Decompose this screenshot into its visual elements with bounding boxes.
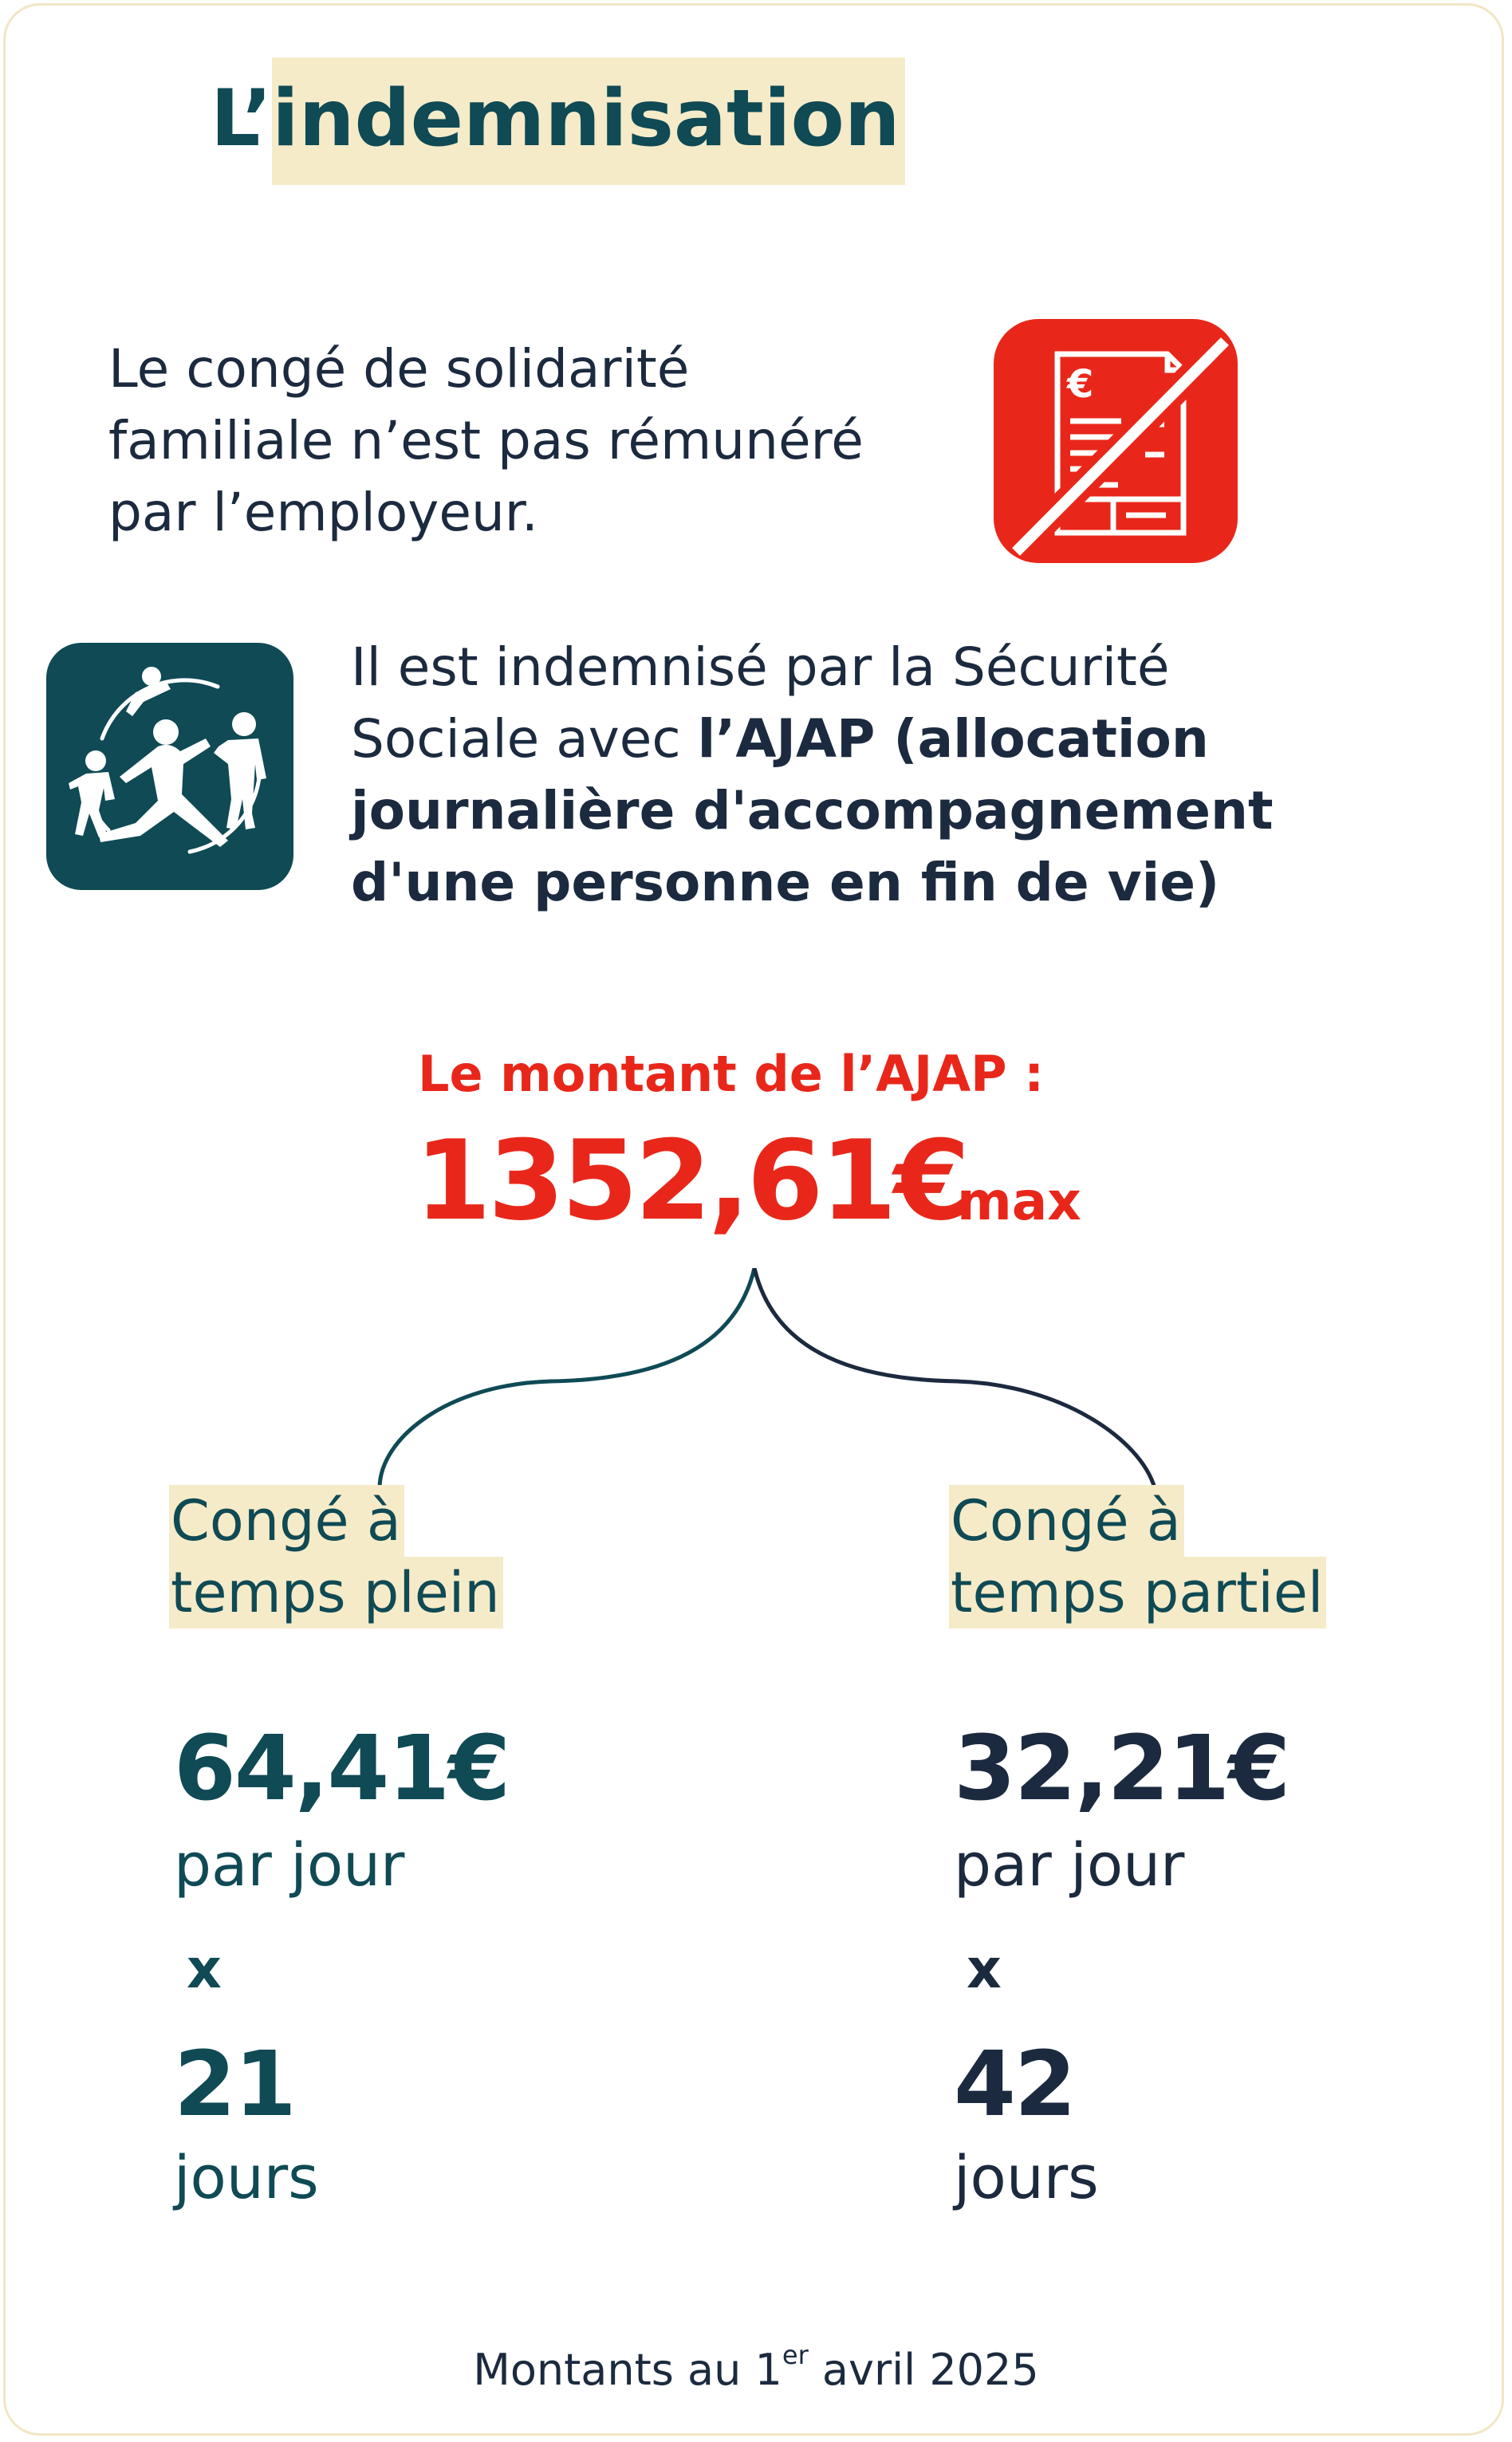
compensation-line bbox=[351, 775, 1412, 847]
full-time-days-label: jours bbox=[174, 2144, 319, 2212]
intro-line: par l’employeur. bbox=[108, 482, 538, 543]
part-time-times: x bbox=[967, 1938, 1002, 2001]
svg-text:€: € bbox=[1067, 362, 1094, 407]
amount-suffix: max bbox=[957, 1171, 1081, 1232]
compensation-line: Il est indemnisé par la Sécurité bbox=[351, 636, 1170, 698]
full-time-daily-amount: 64,41€ bbox=[174, 1717, 510, 1821]
full-time-label-line1: Congé à bbox=[169, 1485, 404, 1557]
footer-suffix: avril 2025 bbox=[808, 2345, 1039, 2395]
page-title bbox=[211, 73, 905, 164]
part-time-days: 42 bbox=[954, 2033, 1075, 2137]
part-time-label-line2: temps partiel bbox=[949, 1557, 1326, 1629]
part-time-daily-amount: 32,21€ bbox=[954, 1717, 1290, 1821]
footer-note bbox=[0, 2340, 1512, 2395]
full-time-label-line2: temps plein bbox=[169, 1557, 503, 1629]
intro-line: familiale n’est pas rémunéré bbox=[108, 410, 864, 471]
part-time-label-line1: Congé à bbox=[949, 1485, 1184, 1557]
part-time-per-day: par jour bbox=[954, 1831, 1185, 1900]
ajap-bold-text: journalière d'accompagnement bbox=[351, 780, 1274, 841]
part-time-label bbox=[949, 1485, 1326, 1629]
split-brace-connector bbox=[359, 1268, 1172, 1507]
compensation-paragraph bbox=[351, 632, 1412, 919]
crossed-payslip-euro-icon bbox=[994, 319, 1238, 563]
compensation-regular-text: Sociale avec bbox=[351, 708, 698, 770]
compensation-line bbox=[351, 703, 1412, 775]
footer-prefix: Montants au 1 bbox=[473, 2345, 782, 2395]
family-caf-logo-icon bbox=[46, 643, 293, 890]
intro-paragraph bbox=[108, 333, 978, 549]
intro-line: Le congé de solidarité bbox=[108, 338, 690, 400]
full-time-days: 21 bbox=[174, 2033, 295, 2137]
full-time-per-day: par jour bbox=[174, 1831, 405, 1900]
ajap-bold-text: l’AJAP (allocation bbox=[697, 708, 1209, 770]
amount-label: Le montant de l’AJAP : bbox=[418, 1045, 1044, 1103]
part-time-days-label: jours bbox=[954, 2144, 1099, 2212]
footer-superscript: er bbox=[782, 2340, 809, 2370]
compensation-line bbox=[351, 847, 1412, 919]
ajap-bold-text: d'une personne en fin de vie) bbox=[351, 852, 1220, 913]
title-highlight: indemnisation bbox=[272, 57, 904, 185]
full-time-label bbox=[169, 1485, 503, 1629]
amount-value: 1352,61€ bbox=[415, 1117, 967, 1245]
title-prefix: L’ bbox=[211, 73, 273, 164]
full-time-times: x bbox=[187, 1938, 222, 2001]
